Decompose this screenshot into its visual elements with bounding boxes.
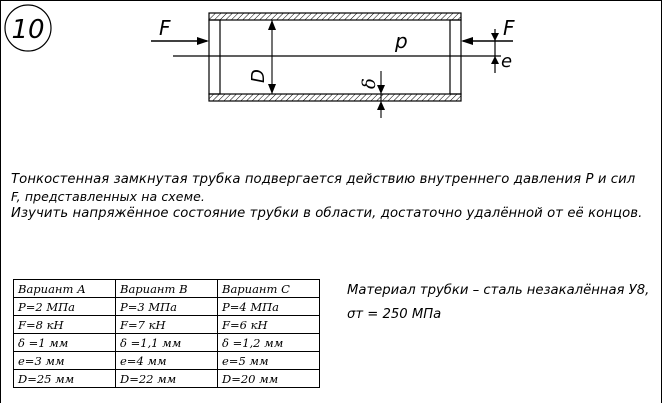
tube-left-cap: [209, 20, 220, 94]
variants-table: [13, 279, 320, 388]
table-cell: P=4 МПа: [218, 298, 320, 316]
material-line-2: σт = 250 МПа: [347, 307, 442, 322]
table-row: [14, 316, 320, 334]
table-row: [14, 298, 320, 316]
diameter-label: D: [248, 69, 269, 83]
task-line-3: Изучить напряжённое состояние трубки в области, достаточно удалённой от её концов.: [11, 206, 643, 221]
table-cell: P=2 МПа: [14, 298, 116, 316]
force-right-label: F: [503, 16, 515, 40]
problem-number: 10: [11, 15, 45, 45]
table-cell: δ =1,1 мм: [116, 334, 218, 352]
tube-top-wall: [209, 13, 461, 20]
table-row: [14, 352, 320, 370]
pressure-label: p: [395, 29, 408, 53]
force-left-label: F: [159, 16, 171, 40]
table-cell: Вариант А: [14, 280, 116, 298]
material-line-1: Материал трубки – сталь незакалённая У8,: [347, 283, 650, 298]
thickness-label: δ: [359, 78, 380, 89]
table-cell: D=25 мм: [14, 370, 116, 388]
table-cell: F=8 кН: [14, 316, 116, 334]
task-text: [11, 171, 661, 223]
table-cell: D=22 мм: [116, 370, 218, 388]
table-cell: e=5 мм: [218, 352, 320, 370]
tube-bottom-wall: [209, 94, 461, 101]
table-cell: δ =1,2 мм: [218, 334, 320, 352]
table-cell: D=20 мм: [218, 370, 320, 388]
table-cell: e=3 мм: [14, 352, 116, 370]
table-row: [14, 280, 320, 298]
table-cell: F=6 кН: [218, 316, 320, 334]
table-cell: Вариант С: [218, 280, 320, 298]
eccentricity-label: e: [501, 51, 513, 72]
table-cell: F=7 кН: [116, 316, 218, 334]
table-cell: δ =1 мм: [14, 334, 116, 352]
table-cell: e=4 мм: [116, 352, 218, 370]
tube-scheme: [1, 1, 662, 166]
table-row: [14, 334, 320, 352]
material-info: [347, 279, 662, 327]
task-line-1: Тонкостенная замкнутая трубка подвергается действию внутреннего давления P и сил: [11, 172, 636, 187]
table-row: [14, 370, 320, 388]
table-cell: P=3 МПа: [116, 298, 218, 316]
table-cell: Вариант В: [116, 280, 218, 298]
task-line-2: F, представленных на схеме.: [11, 189, 205, 204]
tube-right-cap: [450, 20, 461, 94]
